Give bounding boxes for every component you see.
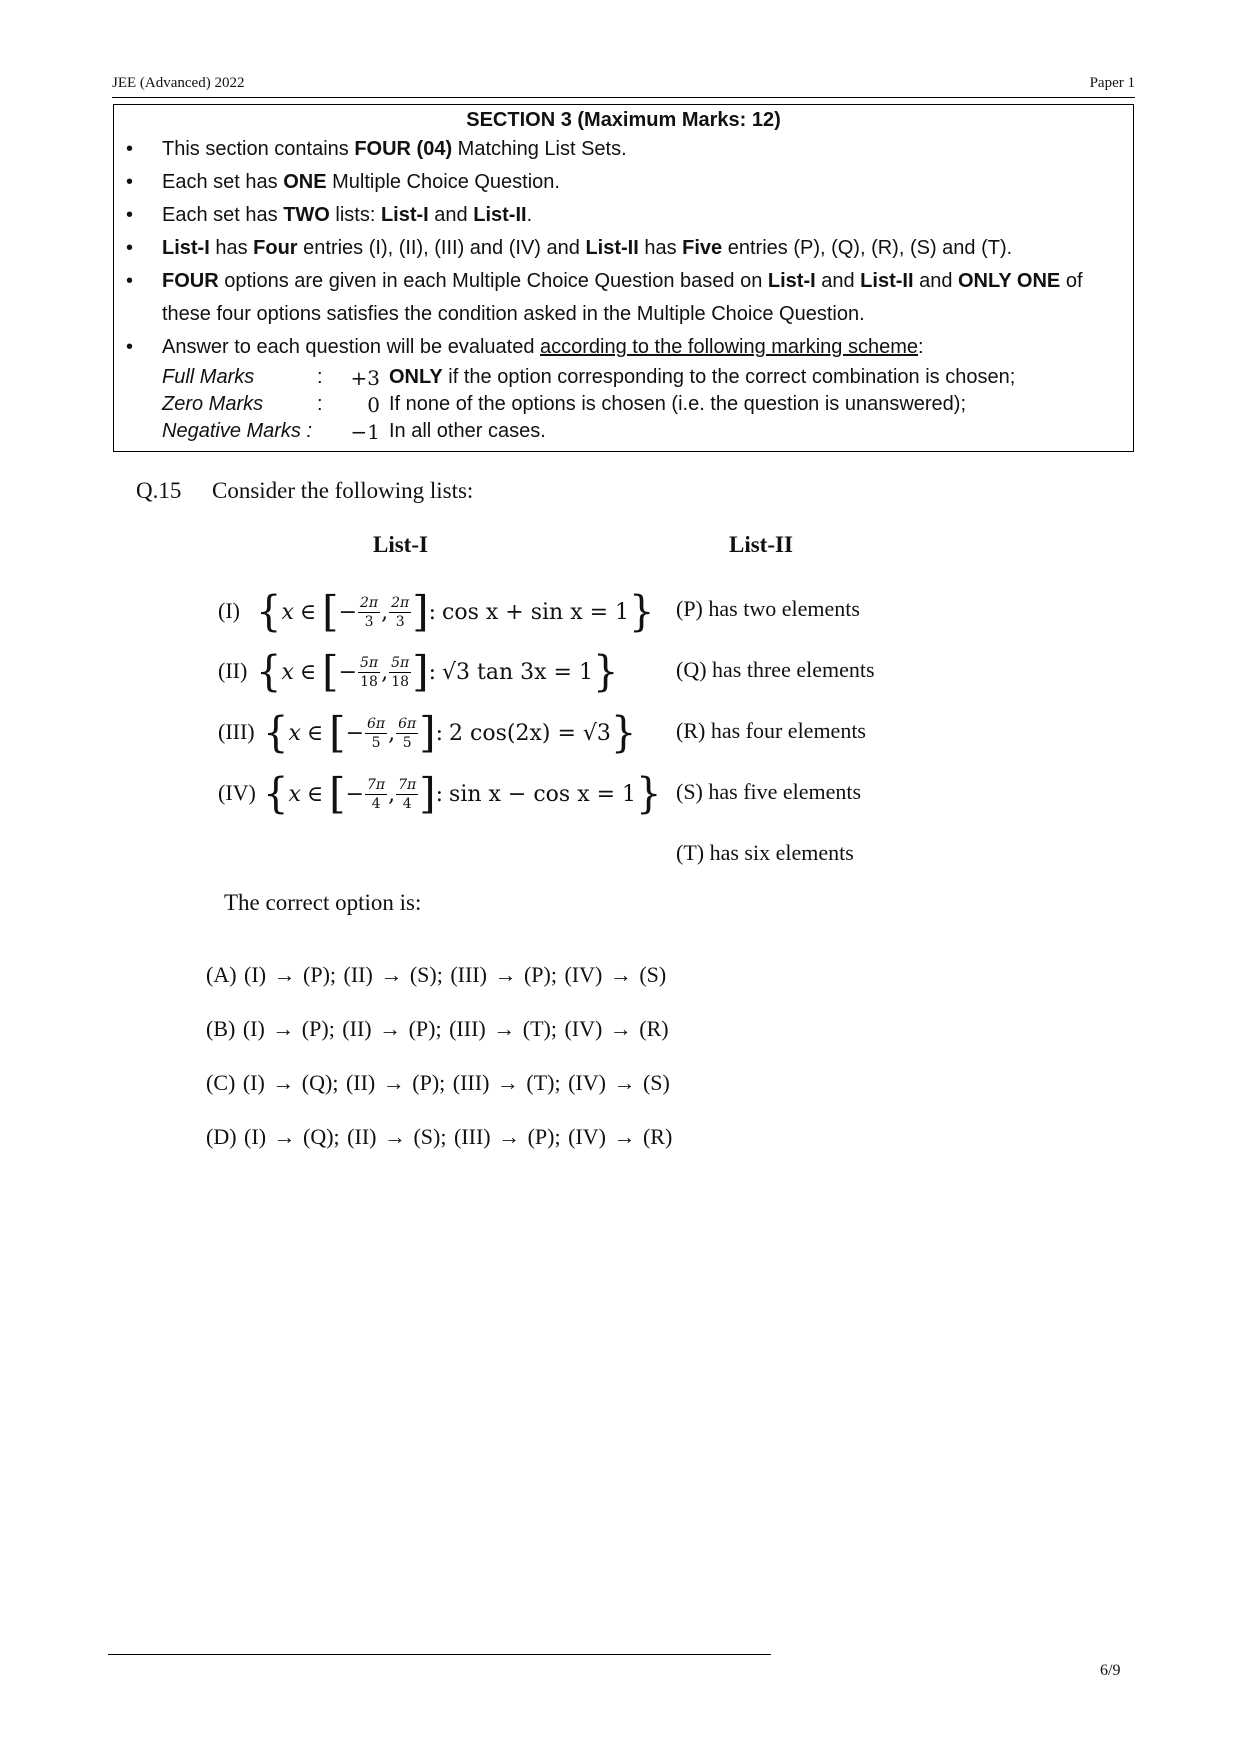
bullet-icon: • <box>126 270 134 292</box>
bullet-icon: • <box>126 336 134 358</box>
bullet-icon: • <box>126 237 134 259</box>
question-stem: Consider the following lists: <box>212 478 474 503</box>
list-ii-item: (P) has two elements <box>676 596 860 621</box>
option-c: (C) (I) → (Q); (II) → (P); (III) → (T); (IV) → (S) <box>206 1070 670 1095</box>
bullet-icon: • <box>126 138 134 160</box>
list-ii-item: (T) has six elements <box>676 840 854 865</box>
section-instructions-box: SECTION 3 (Maximum Marks: 12) • This section contains FOUR (04) Matching List Sets. • Each set has ONE Multiple Choice Question. • Each set has TWO lists: List-I and List-II. • List-I has Four entries (I), (II), (III) and (IV) and List-II has Five entries (P), (Q), (R), (S) and (T). • FOUR options are given in each Multiple Choice Question based on List-I and List-II and ONLY ONE of these four options satisfies the condition asked in the Multiple Choice Question. • Answer to each question will be evaluated according to the following marking scheme: Full Marks : +3 ONLY if the option corresponding to the correct combination is chosen; Zero Marks : 0 If none of the options is chosen (i.e. the question is unanswered); Negative Marks : −1 In all other cases. <box>113 104 1134 452</box>
list-i-header: List-I <box>373 532 428 557</box>
list-ii-item: (S) has five elements <box>676 779 862 804</box>
list-ii-item: (Q) has three elements <box>676 657 875 682</box>
option-d: (D) (I) → (Q); (II) → (S); (III) → (P); (IV) → (R) <box>206 1124 673 1149</box>
list-ii-header: List-II <box>729 532 793 557</box>
option-b: (B) (I) → (P); (II) → (P); (III) → (T); (IV) → (R) <box>206 1016 669 1041</box>
header-divider <box>112 97 1135 98</box>
option-a: (A) (I) → (P); (II) → (S); (III) → (P); (IV) → (S) <box>206 962 667 987</box>
bullet-icon: • <box>126 204 134 226</box>
page-header <box>112 75 1135 97</box>
correct-option-label: The correct option is: <box>224 890 422 915</box>
exam-title: JEE (Advanced) 2022 <box>112 75 245 91</box>
section-title: SECTION 3 (Maximum Marks: 12) <box>466 109 781 131</box>
footer-divider <box>108 1654 771 1655</box>
page-number: 6/9 <box>1100 1662 1121 1679</box>
paper-label: Paper 1 <box>1089 75 1135 91</box>
bullet-icon: • <box>126 171 134 193</box>
question-number: Q.15 <box>136 478 182 503</box>
list-ii-item: (R) has four elements <box>676 718 866 743</box>
